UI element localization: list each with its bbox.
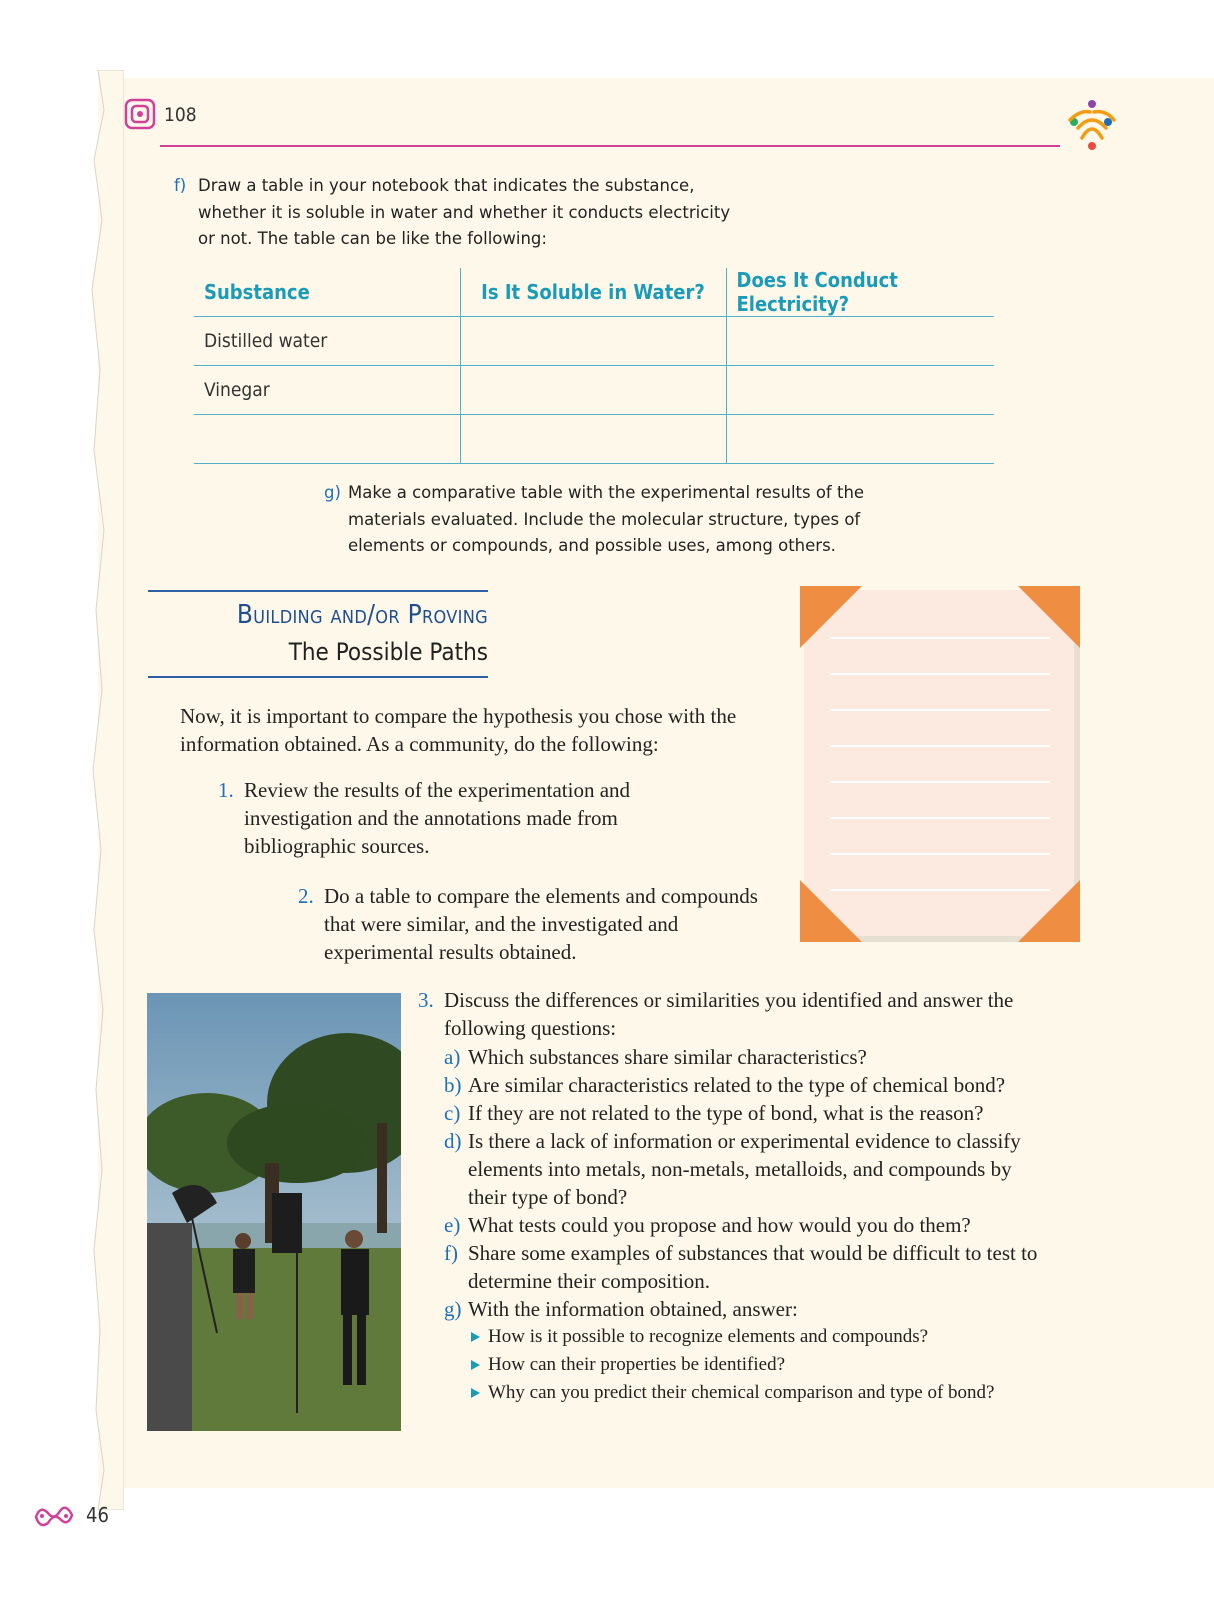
step-number: 1.: [218, 778, 234, 802]
header-page-label: 108: [164, 104, 197, 126]
item-label: g): [324, 483, 341, 502]
item-text: Draw a table in your notebook that indicates the substance, whether it is soluble in water and whether it conducts electricity or not. The table can be like the following:: [198, 176, 731, 248]
header-soluble: Is It Soluble in Water?: [460, 268, 726, 317]
bullet-item: How can their properties be identified?: [468, 1351, 1038, 1379]
header-conducts: Does It Conduct Electricity?: [726, 268, 994, 317]
question-text: Which substances share similar characteristics?: [468, 1045, 867, 1069]
list-item: [444, 1099, 1038, 1127]
table-header-row: [194, 268, 994, 317]
table-row: [194, 317, 994, 366]
bullet-list: [468, 1323, 1038, 1407]
section-title: Building and/or Proving: [236, 600, 488, 630]
table-cell: [460, 366, 726, 415]
question-text: If they are not related to the type of bond, what is the reason?: [468, 1101, 984, 1125]
footer-ornament-icon: [32, 1503, 76, 1529]
table-cell: [460, 415, 726, 464]
question-text: Share some examples of substances that would be difficult to test to determine their composition.: [468, 1241, 1038, 1293]
table-cell: Vinegar: [194, 366, 460, 415]
section-subtitle: The Possible Paths: [288, 638, 488, 666]
question-label: g): [444, 1297, 462, 1321]
question-label: a): [444, 1045, 461, 1069]
list-item: [444, 1043, 1038, 1071]
question-text: What tests could you propose and how would you do them?: [468, 1213, 971, 1237]
step-text: Do a table to compare the elements and compounds that were similar, and the investigated and experimental results obtained.: [324, 884, 758, 964]
list-item: [444, 1239, 1038, 1295]
item-text: Make a comparative table with the experimental results of the materials evaluated. Include the molecular structure, types of elements or compounds, and possible uses, among others.: [348, 483, 865, 555]
people-circle-icon: [1060, 98, 1120, 152]
table-cell: Distilled water: [194, 317, 460, 366]
table-row: [194, 366, 994, 415]
page-number: 46: [86, 1503, 109, 1527]
question-text: Are similar characteristics related to the type of chemical bond?: [468, 1073, 1006, 1097]
bullet-item: How is it possible to recognize elements and compounds?: [468, 1323, 1038, 1351]
question-label: d): [444, 1129, 462, 1153]
question-text: With the information obtained, answer:: [468, 1297, 798, 1321]
outdoor-photo-shoot-image: [147, 993, 401, 1431]
step-item: [298, 882, 768, 966]
table-cell: [726, 366, 994, 415]
list-item: [444, 1295, 1038, 1407]
activity-item-f: [174, 173, 734, 253]
step-item: [218, 776, 688, 860]
torn-edge: [84, 70, 124, 1510]
header-rule: [160, 145, 1060, 147]
intro-paragraph: Now, it is important to compare the hypothesis you chose with the information obtained. As a community, do the following:: [180, 704, 737, 756]
table-cell: [194, 415, 460, 464]
activity-item-g: [324, 480, 884, 560]
question-label: f): [444, 1241, 458, 1265]
question-label: e): [444, 1213, 461, 1237]
table-cell: [460, 317, 726, 366]
table-cell: [726, 317, 994, 366]
bullet-item: Why can you predict their chemical comparison and type of bond?: [468, 1379, 1038, 1407]
section-heading: [148, 590, 488, 678]
header-substance: Substance: [194, 268, 460, 317]
list-item: [444, 1127, 1038, 1211]
step-number: 3.: [418, 988, 434, 1012]
note-card-illustration: [800, 586, 1080, 942]
item-label: f): [174, 176, 187, 195]
step-item: [418, 986, 1038, 1407]
step-text: Discuss the differences or similarities you identified and answer the following questions:: [444, 988, 1014, 1040]
question-label: b): [444, 1073, 462, 1097]
spiral-ornament-icon: [124, 98, 156, 130]
table-row: [194, 415, 994, 464]
list-item: [444, 1211, 1038, 1239]
question-label: c): [444, 1101, 461, 1125]
table-cell: [726, 415, 994, 464]
step-number: 2.: [298, 884, 314, 908]
substance-table: [194, 268, 994, 464]
question-list: [444, 1043, 1038, 1407]
list-item: [444, 1071, 1038, 1099]
question-text: Is there a lack of information or experimental evidence to classify elements into metals, non-metals, metalloids, and compounds by their type of bond?: [468, 1129, 1021, 1209]
step-text: Review the results of the experimentation and investigation and the annotations made from bibliographic sources.: [244, 778, 631, 858]
